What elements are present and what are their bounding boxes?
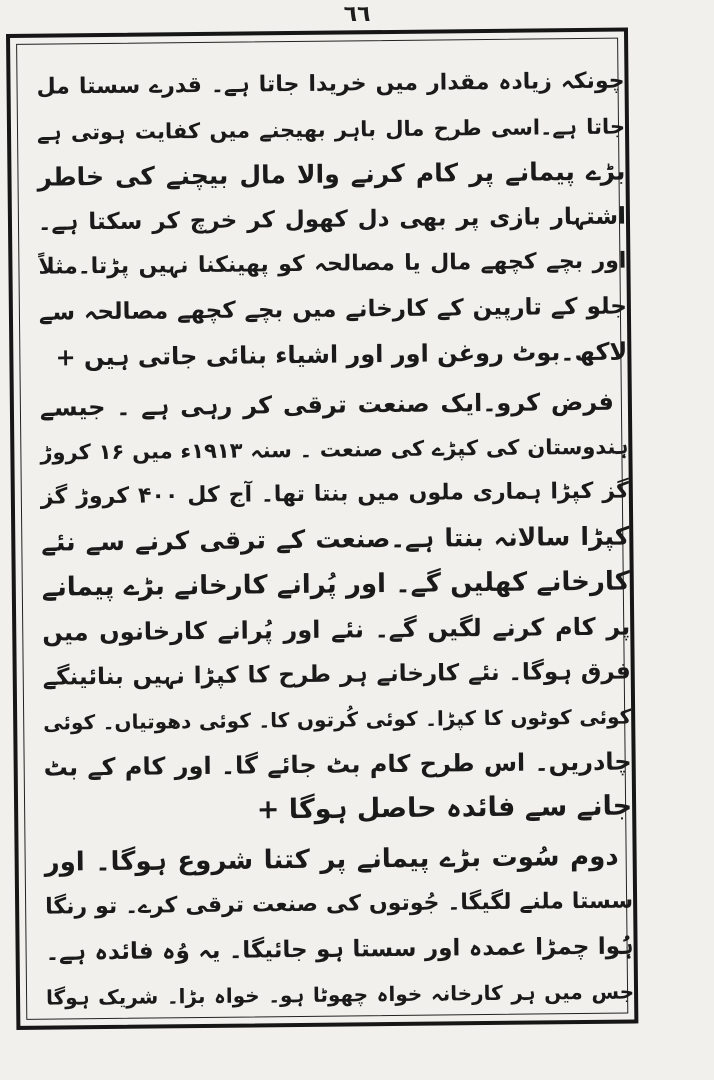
- text-line: دوم سُوت بڑے پیمانے پر کتنا شروع ہوگا۔ اور: [44, 841, 619, 878]
- text-line: اشتہار بازی پر بھی دل کھول کر خرچ کر سکتا ہے۔: [37, 203, 627, 236]
- text-line: ہُوا چمڑا عمدہ اور سستا ہو جائیگا۔ یہ وُہ فائدہ ہے۔: [45, 933, 634, 966]
- text-line: کوئی کوٹوں کا کپڑا۔ کوئی کُرتوں کا۔ کوئی دھوتیاں۔ کوئی: [43, 704, 632, 735]
- text-line: اور بچے کچھے مال یا مصالحہ کو پھینکنا نہیں پڑتا۔مثلاً: [38, 248, 627, 280]
- text-line: کارخانے کھلیں گے۔ اور پُرانے کارخانے بڑے پیمانے: [41, 566, 630, 603]
- text-line: گز کپڑا ہماری ملوں میں بنتا تھا۔ آج کل ۴۰۰ کروڑ گز: [40, 478, 629, 510]
- text-line: چونکہ زیادہ مقدار میں خریدا جاتا ہے۔ قدرے سستا مل: [36, 68, 625, 100]
- text-line: فرق ہوگا۔ نئے کارخانے ہر طرح کا کپڑا نہیں بنائینگے: [42, 658, 631, 691]
- text-line: کپڑا سالانہ بنتا ہے۔صنعت کے ترقی کرنے سے نئے: [41, 521, 630, 557]
- body-text: [36, 44, 634, 1028]
- text-line: جانے سے فائدہ حاصل ہوگا +: [256, 790, 633, 826]
- text-line: فرض کرو۔ایک صنعت ترقی کر رہی ہے ۔ جیسے: [39, 387, 615, 422]
- text-line: سستا ملنے لگیگا۔ جُوتوں کی صنعت ترقی کرے۔ تو رنگا: [45, 888, 634, 920]
- text-line: چادریں۔ اس طرح کام بٹ جائے گا۔ اور کام کے بٹ: [43, 747, 632, 782]
- text-line: لاکھ۔بوٹ روغن اور اور اشیاء بنائی جاتی ہیں +: [55, 337, 628, 372]
- text-line: جس میں ہر کارخانہ خواہ چھوٹا ہو۔ خواہ بڑا۔ شریک ہوگا: [45, 979, 635, 1010]
- text-line: پر کام کرنے لگیں گے۔ نئے اور پُرانے کارخانوں میں: [42, 612, 631, 647]
- text-line: جاتا ہے۔اسی طرح مال باہر بھیجنے میں کفایت ہوتی ہے: [36, 114, 626, 145]
- text-line: ہندوستان کی کپڑے کی صنعت ۔ سنہ ۱۹۱۳ء میں ۱۶ کروڑ: [40, 434, 629, 465]
- text-line: بڑے پیمانے پر کام کرنے والا مال بیچنے کی خاطر: [37, 156, 626, 192]
- page-border: [6, 27, 638, 1029]
- page-number: ٦٦: [343, 2, 371, 27]
- text-line: جلو کے تارپین کے کارخانے میں بچے کچھے مصالحہ سے: [38, 293, 628, 326]
